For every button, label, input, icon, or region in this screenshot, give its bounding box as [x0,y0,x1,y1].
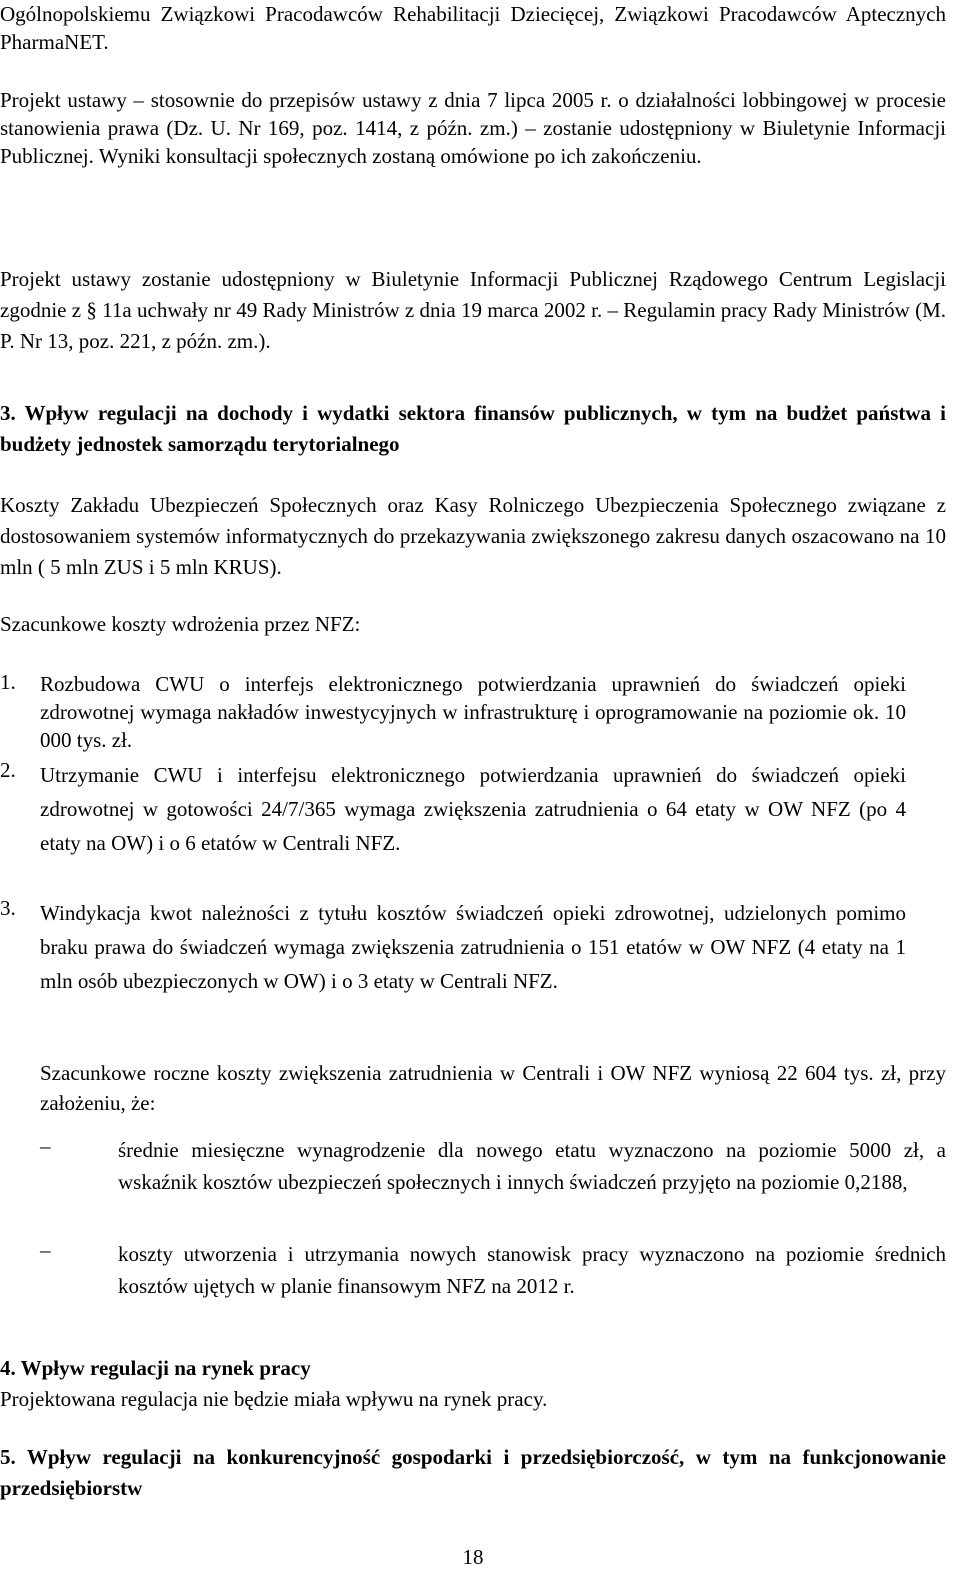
list-item [0,896,906,998]
labour-market-paragraph: Projektowana regulacja nie będzie miała wpływu na rynek pracy. [0,1387,548,1411]
intro-paragraph: Ogólnopolskiemu Związkowi Pracodawców Rehabilitacji Dziecięcej, Związkowi Pracodawców Aptecznych PharmaNET. [0,2,946,54]
page-number: 18 [462,1545,484,1569]
bip-paragraph: Projekt ustawy zostanie udostępniony w Biuletynie Informacji Publicznej Rządowego Centrum Legislacji zgodnie z § 11a uchwały nr 49 Rady Ministrów z dnia 19 marca 2002 r. – Regulamin pracy Rady Ministrów (M. P. Nr 13, poz. 221, z późn. zm.). [0,267,946,353]
dash-list-item [40,1134,946,1198]
lobbying-text-serif: Projekt ustawy – stosownie do przepisów ustawy z dnia 7 lipca 2005 r. o działalności lobbingowej w procesie stanowienia prawa (Dz. U. Nr 169, poz. 1414, z późn. zm.) – zostanie udostępniony w Biuletynie Informacji Publicznej. Wyniki konsultacji społecznych zostaną omówione po ich zakończeniu. [0,88,946,168]
dash-list-item [40,1238,946,1302]
list-item-text: Windykacja kwot należności z tytułu kosztów świadczeń opieki zdrowotnej, udzielonych pomimo braku prawa do świadczeń wymaga zwiększenia zatrudnienia o 151 etatów w OW NFZ (4 etaty na 1 mln osób ubezpieczonych w OW) i o 3 etaty w Centrali NFZ. [40,901,906,993]
annual-costs-paragraph: Szacunkowe roczne koszty zwiększenia zatrudnienia w Centrali i OW NFZ wyniosą 22 604 tys. zł, przy założeniu, że: [40,1061,946,1115]
list-item-text: Rozbudowa CWU o interfejs elektronicznego potwierdzania uprawnień do świadczeń opieki zdrowotnej wymaga nakładów inwestycyjnych w infrastrukturę i oprogramowanie na poziomie ok. 10 000 tys. zł. [40,672,906,752]
lobbying-paragraph [0,86,946,170]
list-item-text: Utrzymanie CWU i interfejsu elektronicznego potwierdzania uprawnień do świadczeń opieki zdrowotnej w gotowości 24/7/365 wymaga zwiększenia zatrudnienia o 64 etaty w OW NFZ (po 4 etaty na OW) i o 6 etatów w Centrali NFZ. [40,763,906,855]
section-4-heading: 4. Wpływ regulacji na rynek pracy [0,1356,311,1380]
list-item-number: 3. [0,896,16,920]
zus-krus-costs-paragraph: Koszty Zakładu Ubezpieczeń Społecznych oraz Kasy Rolniczego Ubezpieczenia Społecznego związane z dostosowaniem systemów informatycznych do przekazywania zwiększonego zakresu danych oszacowano na 10 mln ( 5 mln ZUS i 5 mln KRUS). [0,493,946,579]
dash-list-item-text: średnie miesięczne wynagrodzenie dla nowego etatu wyznaczono na poziomie 5000 zł, a wskaźnik kosztów ubezpieczeń społecznych i innych świadczeń przyjęto na poziomie 0,2188, [118,1138,946,1194]
list-item-number: 1. [0,670,16,694]
section-5-heading: 5. Wpływ regulacji na konkurencyjność gospodarki i przedsiębiorczość, w tym na funkcjonowanie przedsiębiorstw [0,1445,946,1500]
section-3-heading: 3. Wpływ regulacji na dochody i wydatki sektora finansów publicznych, w tym na budżet państwa i budżety jednostek samorządu terytorialnego [0,401,946,456]
dash-bullet: – [40,1238,51,1262]
dash-bullet: – [40,1134,51,1158]
dash-list-item-text: koszty utworzenia i utrzymania nowych stanowisk pracy wyznaczono na poziomie średnich kosztów ujętych w planie finansowym NFZ na 2012 r. [118,1242,946,1298]
list-item [0,670,906,754]
list-item [0,758,906,860]
list-item-number: 2. [0,758,16,782]
nfz-costs-heading: Szacunkowe koszty wdrożenia przez NFZ: [0,612,361,636]
